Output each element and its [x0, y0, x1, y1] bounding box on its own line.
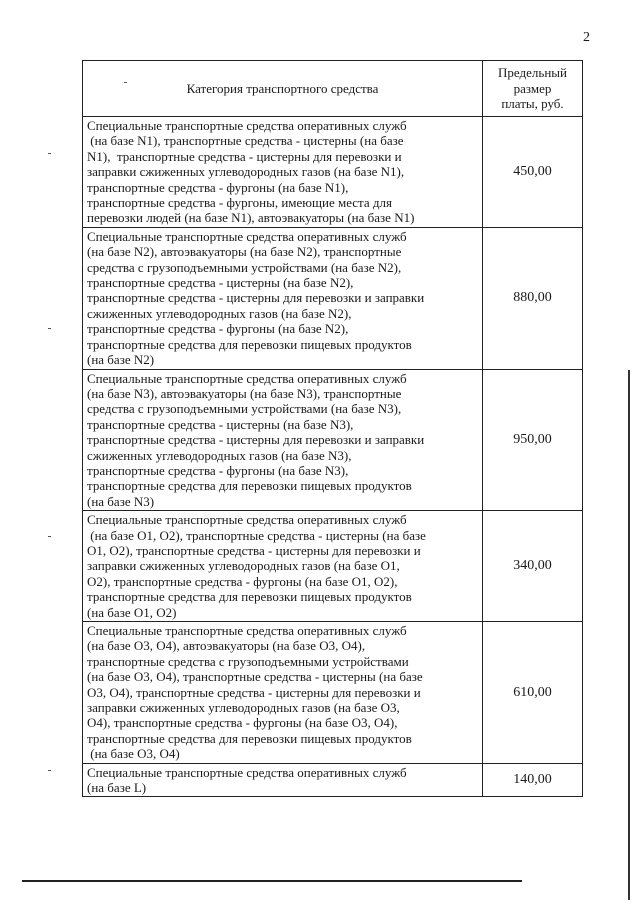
category-line: транспортные средства для перевозки пищевых продуктов [87, 478, 412, 494]
category-line: Специальные транспортные средства оперативных служб [87, 764, 407, 780]
category-line: (на базе L) [87, 780, 147, 796]
category-line: (на базе O3, O4), транспортные средства - цистерны (на базе [87, 669, 423, 685]
category-line: транспортные средства - цистерны для перевозки и заправки [87, 432, 425, 448]
price-cell: 140,00 [483, 763, 583, 797]
category-line: транспортные средства - фургоны (на базе N2), [87, 321, 349, 337]
table-row [83, 117, 583, 228]
category-cell [83, 763, 483, 797]
category-line: O4), транспортные средства - фургоны (на базе O3, O4), [87, 715, 398, 731]
category-line: заправки сжиженных углеводородных газов (на базе N1), [87, 164, 405, 180]
price-cell: 880,00 [483, 227, 583, 369]
category-line: перевозки людей (на базе N1), автоэвакуаторы (на базе N1) [87, 210, 415, 226]
category-cell [83, 511, 483, 622]
category-line: (на базе N1), транспортные средства - цистерны (на базе [87, 133, 404, 149]
category-line: Специальные транспортные средства оперативных служб [87, 512, 407, 528]
header-price-line: Предельный [498, 65, 567, 81]
category-line: средства с грузоподъемными устройствами (на базе N2), [87, 259, 402, 275]
category-line: транспортные средства с грузоподъемными устройствами [87, 653, 409, 669]
header-category: Категория транспортного средства [83, 61, 483, 117]
price-cell: 950,00 [483, 369, 583, 511]
category-line: (на базе N2), автоэвакуаторы (на базе N2), транспортные [87, 244, 402, 260]
category-line: Специальные транспортные средства оперативных служб [87, 623, 407, 638]
category-line: (на базе N3), автоэвакуаторы (на базе N3), транспортные [87, 385, 402, 401]
header-price-line: платы, руб. [501, 96, 564, 112]
scan-dot [48, 770, 51, 771]
table-row [83, 622, 583, 764]
category-line: (на базе O1, O2) [87, 604, 177, 620]
category-line: сжиженных углеводородных газов (на базе N3), [87, 447, 352, 463]
table-row [83, 227, 583, 369]
tariff-table [82, 60, 583, 797]
footer-rule [22, 880, 522, 882]
category-line: транспортные средства - фургоны (на базе N1), [87, 179, 349, 195]
category-line: транспортные средства - фургоны, имеющие места для [87, 195, 392, 211]
price-cell: 340,00 [483, 511, 583, 622]
category-line: Специальные транспортные средства оперативных служб [87, 370, 407, 386]
category-line: средства с грузоподъемными устройствами (на базе N3), [87, 401, 402, 417]
category-line: транспортные средства для перевозки пищевых продуктов [87, 336, 412, 352]
category-line: транспортные средства - фургоны (на базе N3), [87, 462, 349, 478]
category-line: транспортные средства - цистерны (на базе N3), [87, 416, 354, 432]
category-cell [83, 622, 483, 764]
category-line: Специальные транспортные средства оперативных служб [87, 228, 407, 244]
category-line: O3, O4), транспортные средства - цистерны для перевозки и [87, 684, 421, 700]
table-row [83, 369, 583, 511]
scan-edge-mark [628, 370, 630, 900]
category-line: транспортные средства для перевозки пищевых продуктов [87, 589, 412, 605]
table-row [83, 511, 583, 622]
category-line: транспортные средства - цистерны (на базе N2), [87, 275, 354, 291]
header-price-line: размер [513, 80, 552, 96]
category-line: заправки сжиженных углеводородных газов (на базе O3, [87, 700, 400, 716]
category-cell [83, 227, 483, 369]
scan-dot [48, 328, 51, 329]
table-row [83, 763, 583, 797]
scan-dot [48, 536, 51, 537]
scan-dot [48, 153, 51, 154]
category-line: транспортные средства - цистерны для перевозки и заправки [87, 290, 425, 306]
category-line: заправки сжиженных углеводородных газов (на базе O1, [87, 558, 400, 574]
price-cell: 450,00 [483, 117, 583, 228]
category-line: транспортные средства для перевозки пищевых продуктов [87, 730, 412, 746]
page-number: 2 [583, 30, 590, 45]
category-line: (на базе O3, O4), автоэвакуаторы (на базе O3, O4), [87, 638, 366, 654]
category-line: (на базе N3) [87, 493, 155, 509]
category-line: (на базе N2) [87, 352, 155, 368]
category-line: сжиженных углеводородных газов (на базе N2), [87, 305, 352, 321]
category-line: O2), транспортные средства - фургоны (на базе O1, O2), [87, 573, 398, 589]
category-line: O1, O2), транспортные средства - цистерны для перевозки и [87, 542, 421, 558]
header-price [483, 61, 583, 117]
table-header-row [83, 61, 583, 117]
category-cell [83, 369, 483, 511]
category-line: Специальные транспортные средства оперативных служб [87, 118, 407, 133]
price-cell: 610,00 [483, 622, 583, 764]
category-line: (на базе O1, O2), транспортные средства - цистерны (на базе [87, 527, 426, 543]
category-line: N1), транспортные средства - цистерны для перевозки и [87, 148, 402, 164]
category-line: (на базе O3, O4) [87, 746, 180, 762]
category-cell [83, 117, 483, 228]
